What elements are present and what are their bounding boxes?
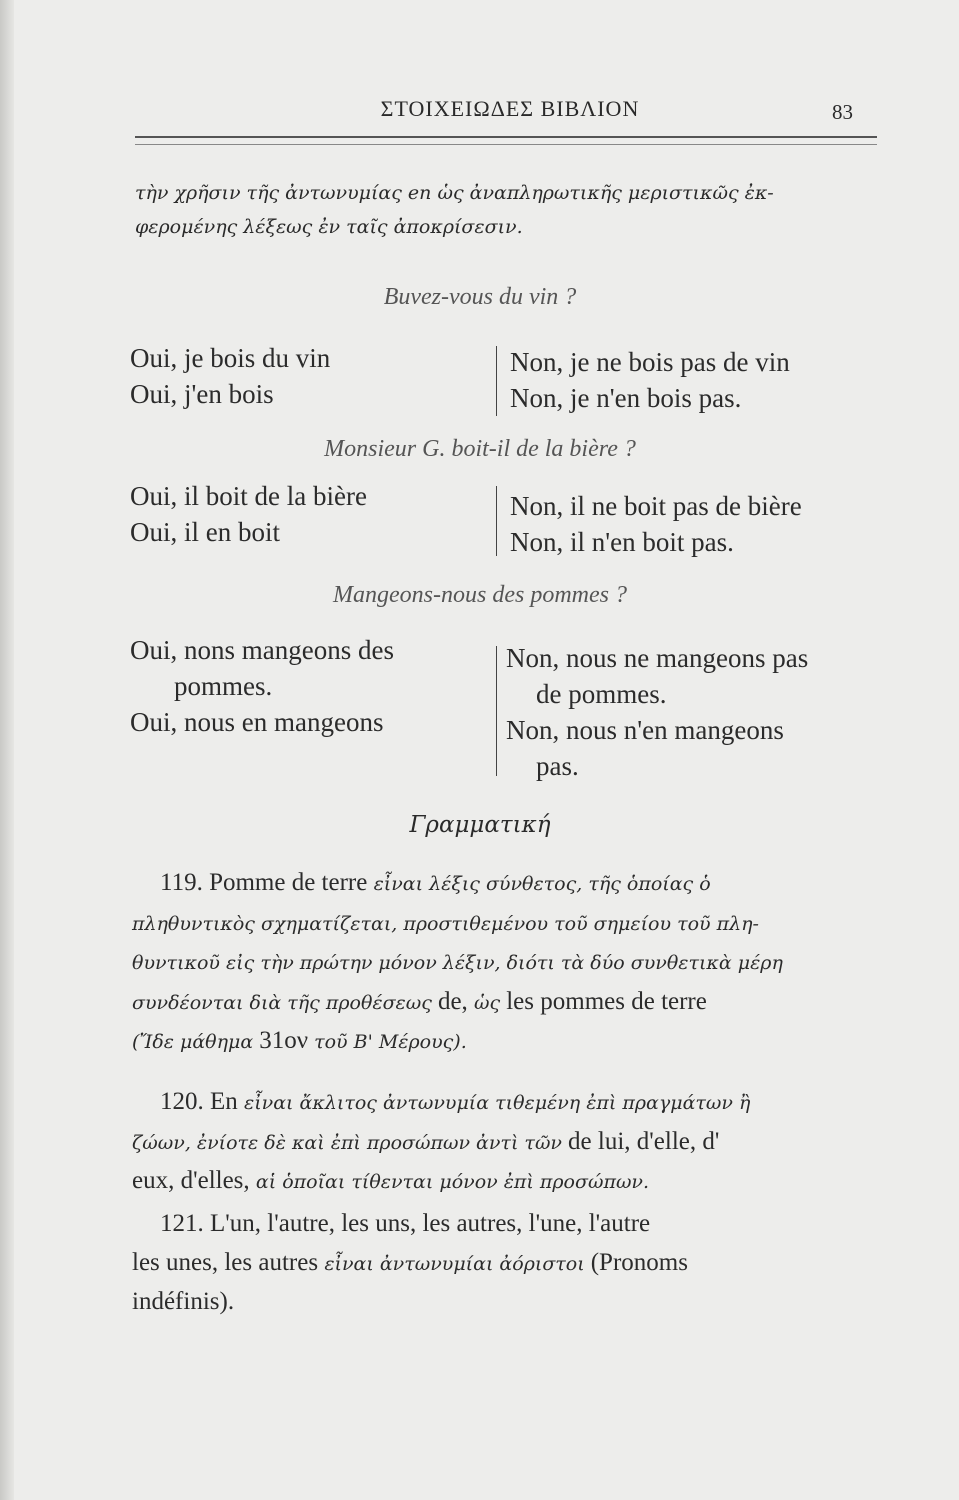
affirmative-line: Oui, il en boit bbox=[130, 517, 280, 547]
grammar-heading: Γραμματική bbox=[409, 812, 551, 838]
paragraph-line bbox=[132, 1083, 877, 1123]
negative-line: Non, je n'en bois pas. bbox=[510, 383, 742, 413]
header-rule bbox=[135, 136, 877, 138]
greek-text: πληθυντικὸς σχηματίζεται, προστιθεμένου τοῦ σημείου τοῦ πλη- bbox=[132, 912, 759, 935]
negative-line: Non, il ne boit pas de bière bbox=[510, 491, 802, 521]
paragraph-line bbox=[132, 943, 877, 983]
negative-line: Non, il n'en boit pas. bbox=[510, 527, 734, 557]
affirmative-line: pommes. bbox=[174, 671, 273, 701]
affirmative-line: Oui, je bois du vin bbox=[130, 343, 331, 373]
french-text: de, bbox=[437, 987, 475, 1015]
french-text: 119. Pomme de terre bbox=[160, 869, 374, 896]
negative-line: Non, je ne bois pas de vin bbox=[510, 347, 790, 377]
block-3-affirmative bbox=[130, 632, 394, 740]
paragraph-line: 121. L'un, l'autre, les uns, les autres, l'une, l'autre bbox=[160, 1210, 651, 1237]
paragraph-line bbox=[132, 1022, 877, 1062]
intro-paragraph bbox=[135, 176, 875, 244]
block-1-affirmative bbox=[130, 340, 330, 412]
block-3-negative bbox=[506, 640, 808, 784]
french-text: les pommes de terre bbox=[506, 987, 707, 1015]
block-2-affirmative bbox=[130, 478, 367, 550]
paragraph-line bbox=[132, 1162, 877, 1202]
paragraph-line: indéfinis). bbox=[132, 1288, 235, 1315]
affirmative-line: Oui, il boit de la bière bbox=[130, 481, 367, 511]
affirmative-line: Oui, nons mangeons des bbox=[130, 635, 394, 665]
paragraph-120 bbox=[132, 1083, 877, 1202]
paragraph-121 bbox=[132, 1205, 877, 1322]
greek-text: τοῦ Β' Μέρους). bbox=[308, 1031, 467, 1053]
question-3: Mangeons-nous des pommes ? bbox=[333, 582, 627, 608]
column-divider bbox=[496, 646, 497, 776]
french-text: de lui, d'elle, d' bbox=[568, 1127, 720, 1155]
paragraph-119 bbox=[132, 864, 877, 1062]
negative-line: Non, nous n'en mangeons bbox=[506, 715, 784, 745]
intro-line-2: φερομένης λέξεως ἐν ταῖς ἀποκρίσεσιν. bbox=[135, 216, 523, 238]
page-number: 83 bbox=[832, 100, 853, 124]
paragraph-line bbox=[132, 904, 877, 944]
paragraph-line bbox=[132, 1123, 877, 1163]
question-2: Monsieur G. boit-il de la bière ? bbox=[324, 436, 636, 462]
lesson-number: 31ον bbox=[259, 1027, 309, 1054]
greek-text: συνδέονται διὰ τῆς προθέσεως bbox=[132, 991, 438, 1014]
greek-text: εἶναι ἀντωνυμίαι ἀόριστοι bbox=[324, 1252, 591, 1275]
header-rule-thin bbox=[135, 144, 877, 145]
paragraph-line bbox=[132, 983, 877, 1023]
negative-line: de pommes. bbox=[536, 679, 667, 709]
column-divider bbox=[496, 346, 497, 416]
block-2-negative bbox=[510, 488, 802, 560]
question-1: Buvez-vous du vin ? bbox=[383, 284, 577, 310]
greek-text: εἶναι ἄκλιτος ἀντωνυμία τιθεμένη ἐπὶ πραγμάτων ἢ bbox=[244, 1092, 751, 1114]
column-divider bbox=[496, 486, 497, 556]
paragraph-line bbox=[132, 1244, 877, 1284]
negative-line: Non, nous ne mangeons pas bbox=[506, 643, 809, 673]
affirmative-line: Oui, j'en bois bbox=[130, 379, 274, 409]
greek-text: εἶναι λέξις σύνθετος, τῆς ὁποίας ὁ bbox=[373, 873, 711, 895]
french-text: (Pronoms bbox=[590, 1248, 688, 1276]
greek-text: αἱ ὁποῖαι τίθενται μόνον ἐπὶ προσώπων. bbox=[255, 1171, 650, 1193]
french-text: les unes, les autres bbox=[132, 1248, 325, 1276]
greek-text: (Ἴδε μάθημα bbox=[132, 1031, 260, 1053]
negative-line: pas. bbox=[536, 751, 579, 781]
affirmative-line: Oui, nous en mangeons bbox=[130, 707, 384, 737]
french-text: 120. En bbox=[160, 1088, 245, 1115]
block-1-negative bbox=[510, 344, 790, 416]
paragraph-line bbox=[132, 864, 877, 904]
page-binding-edge bbox=[0, 0, 14, 1500]
greek-text: ὡς bbox=[474, 991, 507, 1014]
running-header-title: ΣΤΟΙΧΕΙΩΔΕΣ ΒΙΒΛΙΟΝ bbox=[380, 96, 640, 121]
intro-line-1: τὴν χρῆσιν τῆς ἀντωνυμίας en ὡς ἀναπληρωτικῆς μεριστικῶς ἐκ- bbox=[135, 182, 774, 204]
greek-text: ζώων, ἐνίοτε δὲ καὶ ἐπὶ προσώπων ἀντὶ τῶν bbox=[132, 1131, 569, 1154]
greek-text: θυντικοῦ εἰς τὴν πρώτην μόνον λέξιν, διότι τὰ δύο συνθετικὰ μέρη bbox=[132, 952, 783, 974]
french-text: eux, d'elles, bbox=[132, 1167, 256, 1194]
